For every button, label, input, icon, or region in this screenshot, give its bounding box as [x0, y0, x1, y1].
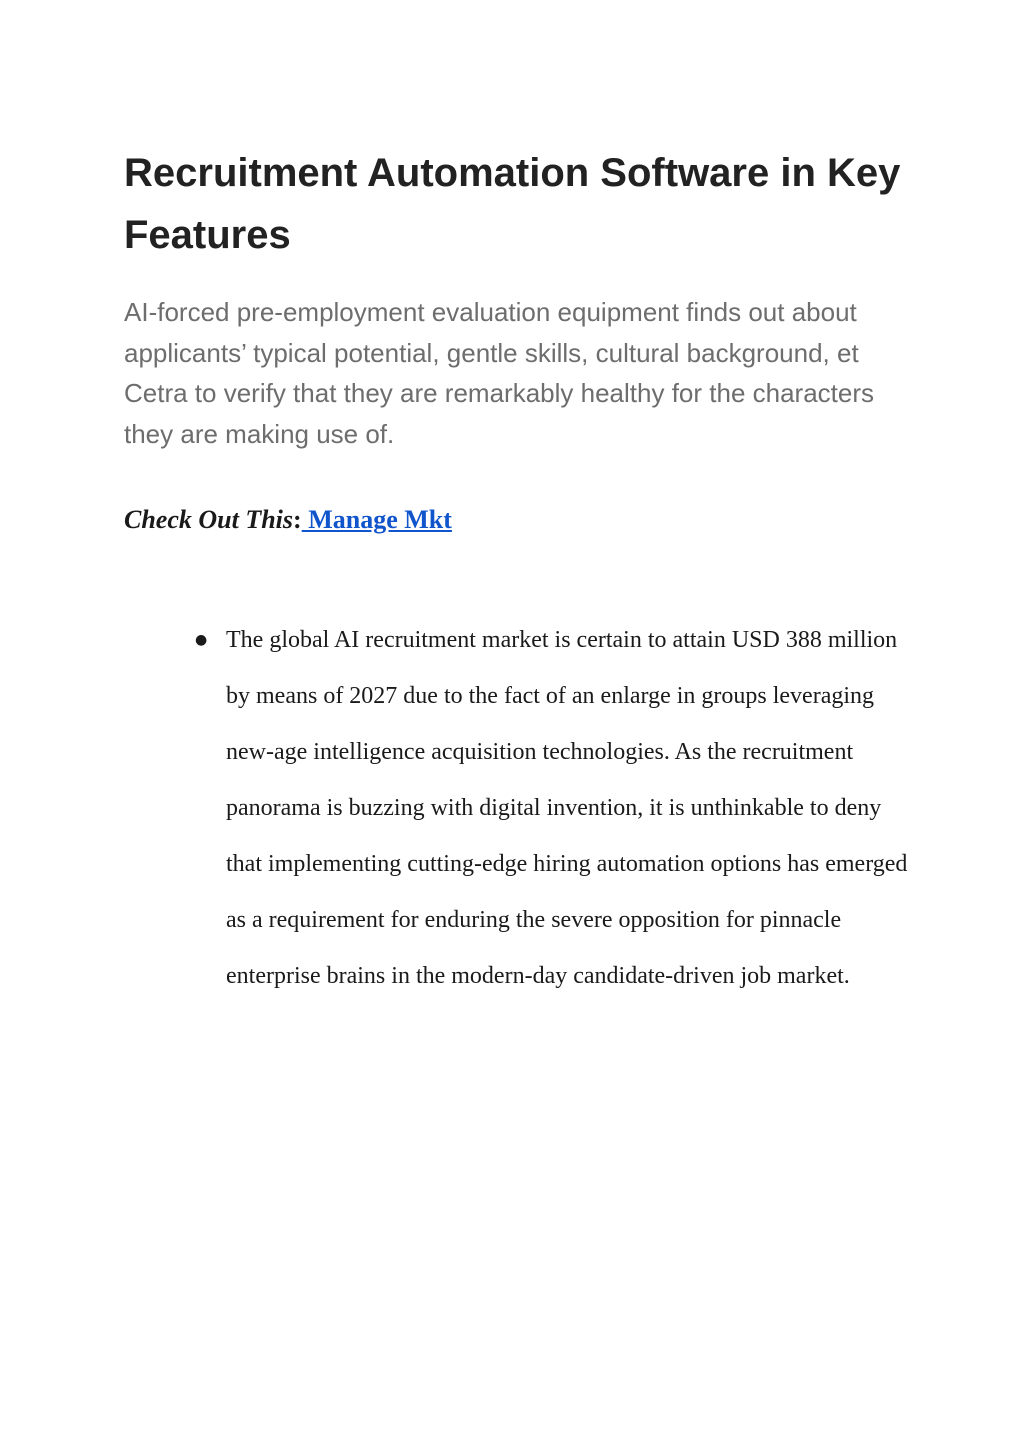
bullet-text: The global AI recruitment market is certain to attain USD 388 million by means of 2027 due to the fact of an enlarge in groups leveraging new-age intelligence acquisition technologies. As the recruitment panorama is buzzing with digital invention, it is unthinkable to deny that implementing cutting-edge hiring automation options has emerged as a requirement for enduring the severe opposition for pinnacle enterprise brains in the modern-day candidate-driven job market.: [226, 627, 908, 989]
check-out-line: [124, 502, 452, 538]
manage-mkt-link[interactable]: Manage Mkt: [301, 505, 452, 534]
intro-paragraph: AI-forced pre-employment evaluation equipment finds out about applicants’ typical potential, gentle skills, cultural background, et Cetra to verify that they are remarkably healthy for the characters they are making use of.: [124, 297, 875, 449]
page-title: Recruitment Automation Software in Key Features: [124, 151, 901, 257]
bullet-icon: ●: [195, 632, 208, 648]
check-out-colon: :: [293, 505, 302, 534]
bullet-list: [195, 621, 915, 1004]
list-item: [195, 621, 915, 1004]
check-out-label: Check Out This: [124, 505, 294, 534]
